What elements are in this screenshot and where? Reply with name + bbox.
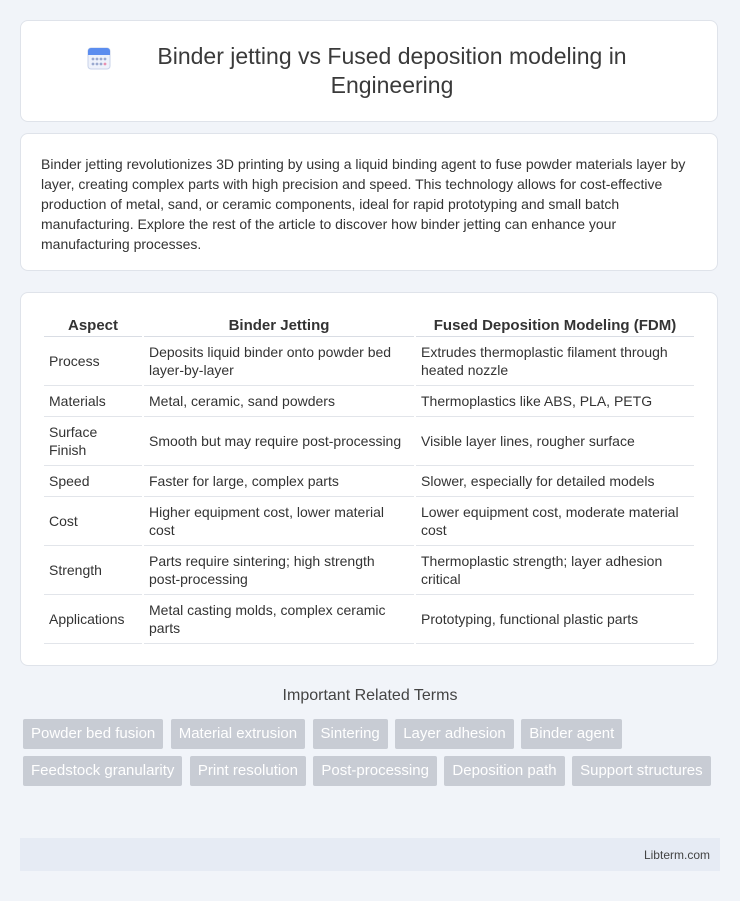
row-aspect: Speed (44, 466, 142, 497)
row-binder-jetting: Parts require sintering; high strength post-processing (144, 546, 414, 595)
row-fdm: Lower equipment cost, moderate material cost (416, 497, 694, 546)
table-row (44, 497, 694, 546)
table-row (44, 386, 694, 417)
row-aspect: Strength (44, 546, 142, 595)
footer-brand[interactable]: Libterm.com (643, 847, 710, 862)
comparison-table (42, 315, 696, 644)
table-row (44, 546, 694, 595)
related-terms-title: Important Related Terms (282, 687, 458, 704)
row-fdm: Thermoplastics like ABS, PLA, PETG (416, 386, 694, 417)
page-title: Binder jetting vs Fused deposition modeling in Engineering (157, 43, 627, 98)
table-header-row (44, 315, 694, 337)
row-binder-jetting: Smooth but may require post-processing (144, 417, 414, 466)
table-row (44, 595, 694, 644)
row-fdm: Visible layer lines, rougher surface (416, 417, 694, 466)
table-row (44, 466, 694, 497)
header-aspect: Aspect (44, 315, 142, 337)
tag-support-structures[interactable]: Support structures (572, 756, 711, 786)
row-binder-jetting: Higher equipment cost, lower material cost (144, 497, 414, 546)
tag-print-resolution[interactable]: Print resolution (190, 756, 306, 786)
table-row (44, 417, 694, 466)
row-binder-jetting: Deposits liquid binder onto powder bed layer-by-layer (144, 337, 414, 386)
row-fdm: Slower, especially for detailed models (416, 466, 694, 497)
tag-layer-adhesion[interactable]: Layer adhesion (395, 719, 514, 749)
tag-sintering[interactable]: Sintering (313, 719, 388, 749)
footer (20, 838, 720, 871)
header-inner (86, 42, 652, 100)
row-fdm: Thermoplastic strength; layer adhesion critical (416, 546, 694, 595)
tag-powder-bed-fusion[interactable]: Powder bed fusion (23, 719, 163, 749)
row-aspect: Materials (44, 386, 142, 417)
tag-material-extrusion[interactable]: Material extrusion (171, 719, 305, 749)
table-row (44, 337, 694, 386)
row-aspect: Cost (44, 497, 142, 546)
row-aspect: Process (44, 337, 142, 386)
tag-deposition-path[interactable]: Deposition path (444, 756, 564, 786)
tag-post-processing[interactable]: Post-processing (313, 756, 437, 786)
comparison-table-card (20, 292, 718, 666)
row-binder-jetting: Metal casting molds, complex ceramic parts (144, 595, 414, 644)
row-aspect: Surface Finish (44, 417, 142, 466)
row-fdm: Extrudes thermoplastic filament through heated nozzle (416, 337, 694, 386)
row-binder-jetting: Metal, ceramic, sand powders (144, 386, 414, 417)
header-card (20, 20, 718, 122)
related-terms-tags (23, 719, 723, 793)
calendar-icon (86, 45, 112, 71)
intro-text: Binder jetting revolutionizes 3D printing by using a liquid binding agent to fuse powder materials layer by layer, creating complex parts with high precision and speed. This technology allows for cost-effective production of metal, sand, or ceramic components, ideal for rapid prototyping and small batch manufacturing. Explore the rest of the article to discover how binder jetting can enhance your manufacturing processes. (41, 156, 686, 252)
row-binder-jetting: Faster for large, complex parts (144, 466, 414, 497)
row-fdm: Prototyping, functional plastic parts (416, 595, 694, 644)
tag-feedstock-granularity[interactable]: Feedstock granularity (23, 756, 182, 786)
header-fdm: Fused Deposition Modeling (FDM) (416, 315, 694, 337)
intro-card (20, 133, 718, 271)
tag-binder-agent[interactable]: Binder agent (521, 719, 622, 749)
row-aspect: Applications (44, 595, 142, 644)
header-binder-jetting: Binder Jetting (144, 315, 414, 337)
